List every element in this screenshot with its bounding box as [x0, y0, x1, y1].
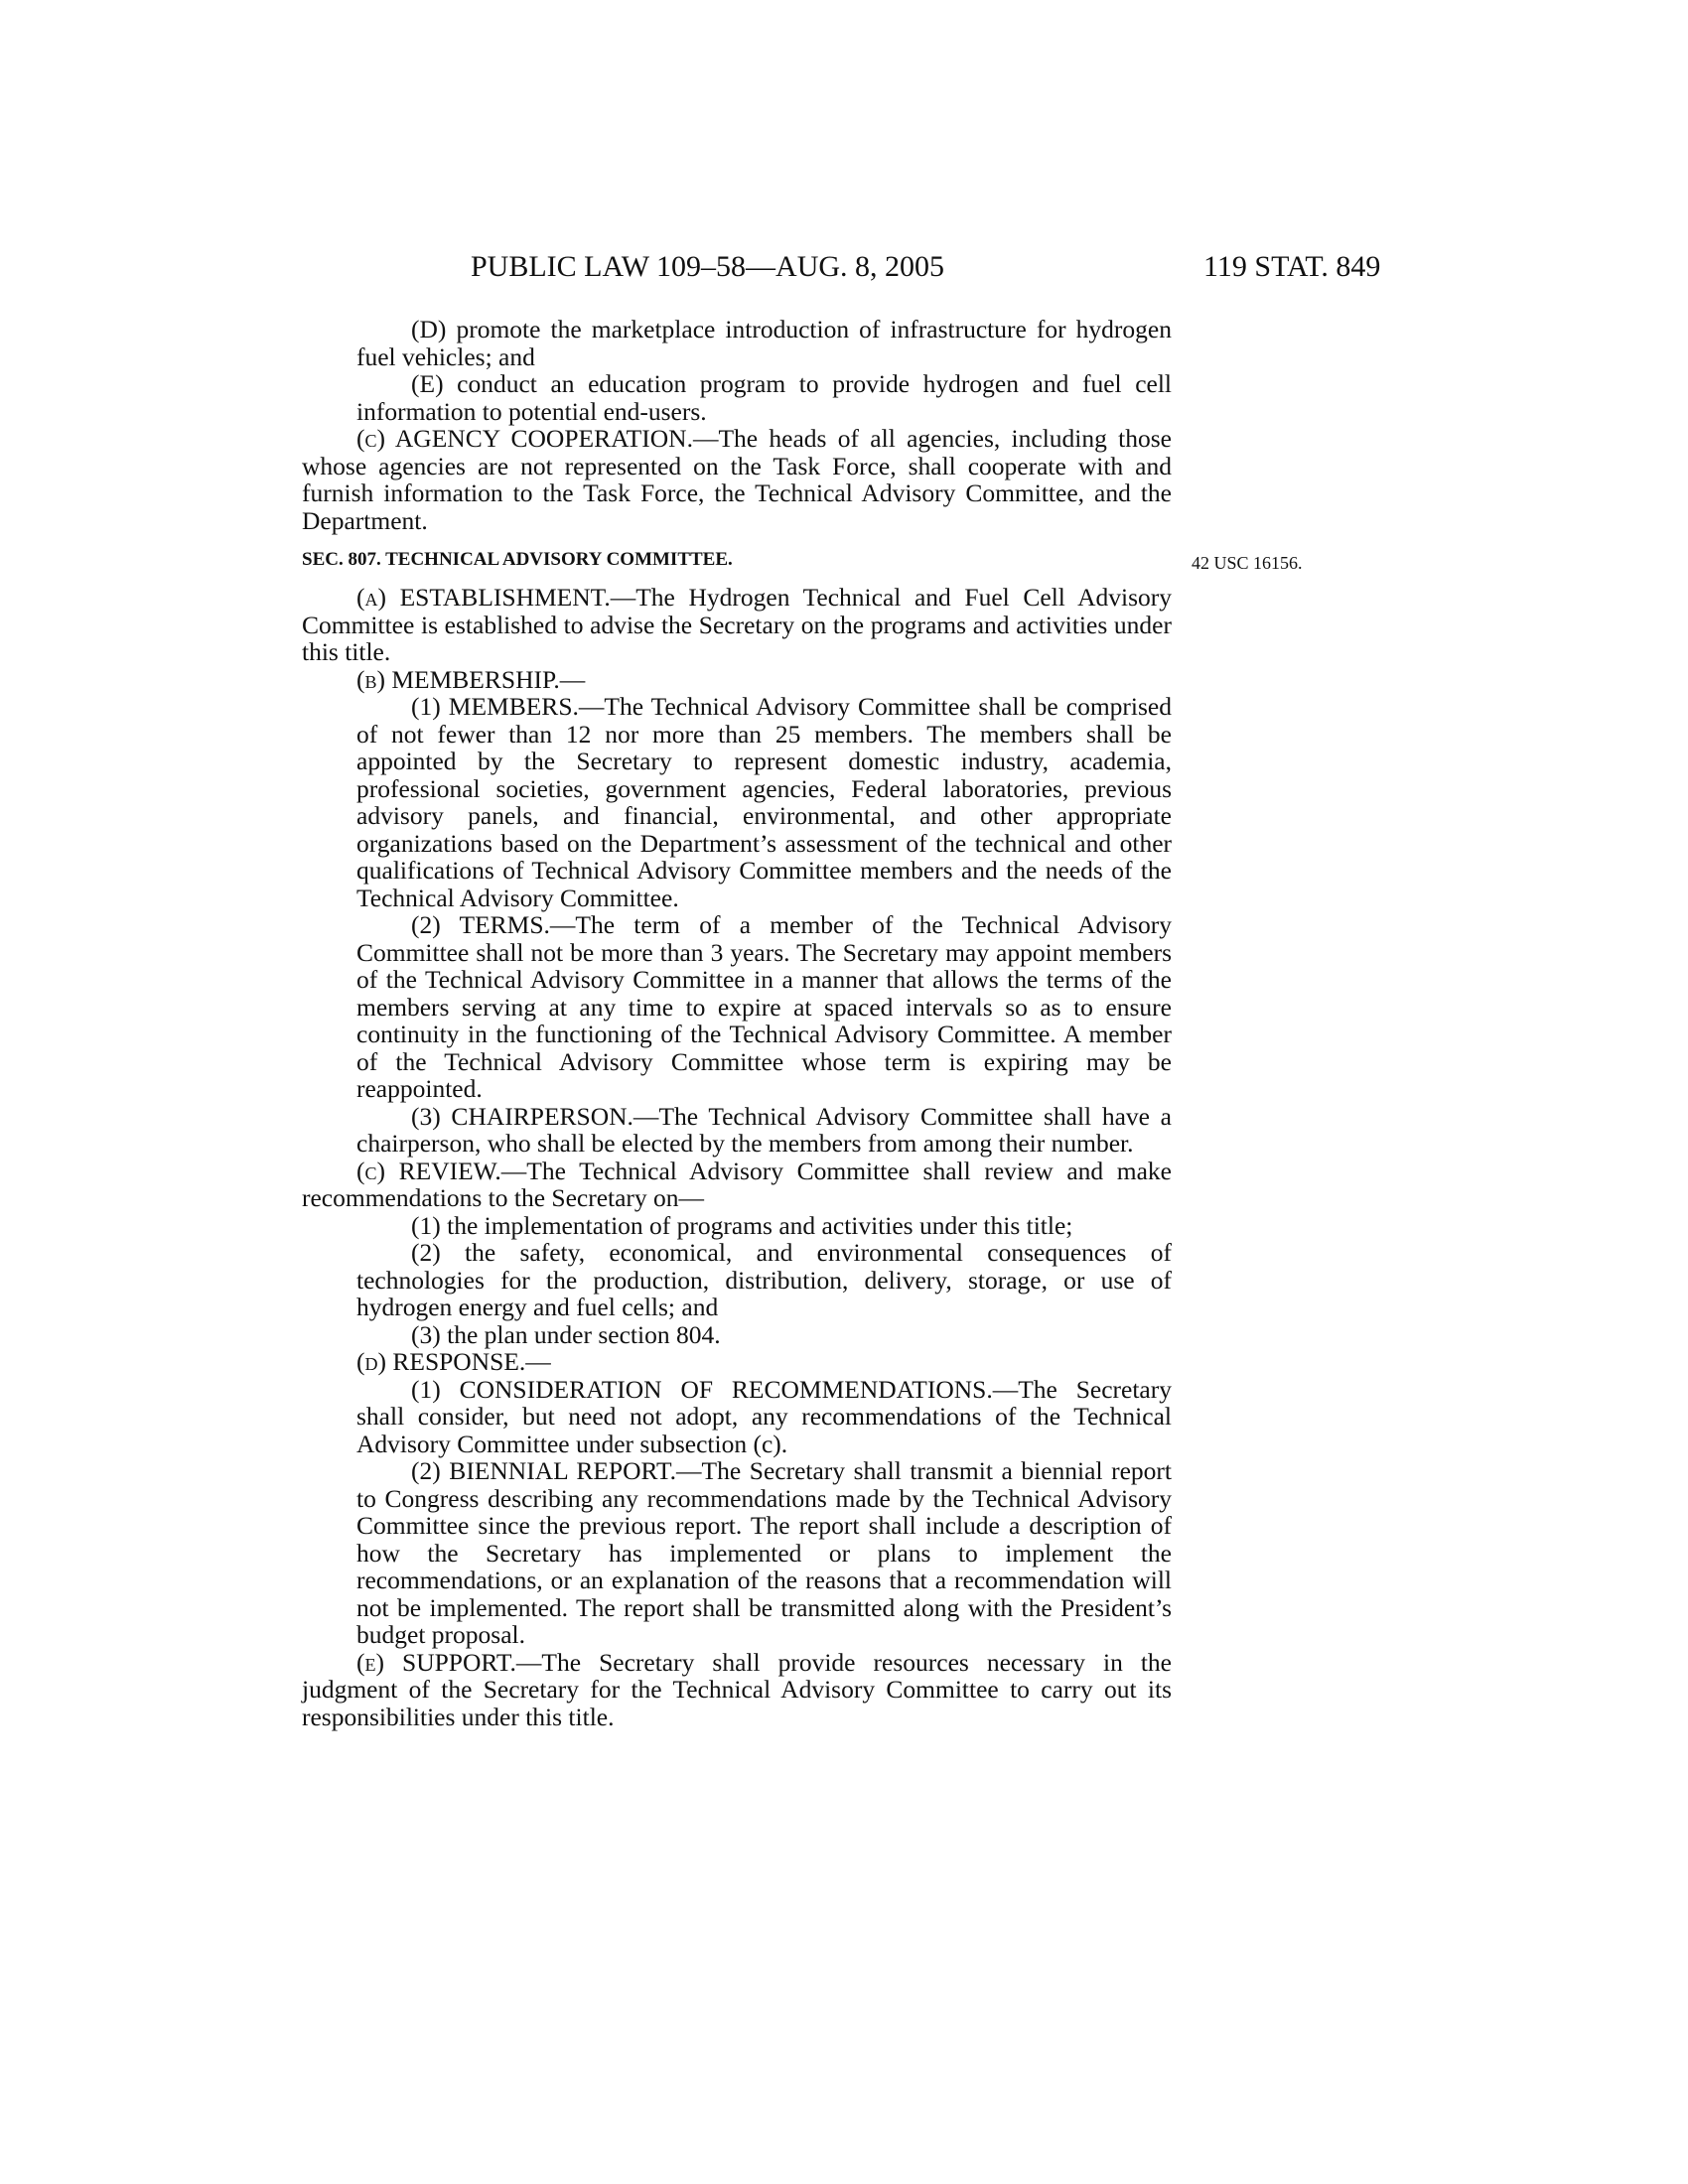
paragraph-text: The term of a member of the Technical Advisory Committee shall not be more than 3 years. The Secretary may appoint members of the Technical Advisory Committee in a manner that allows the terms of the members serving at any time to expire at spaced intervals so as to ensure continuity in the functioning of the Technical Advisory Committee. A member of the Technical Advisory Committee whose term is expiring may be reappointed.	[356, 910, 1172, 1103]
paragraph-terms	[302, 911, 1172, 1103]
paragraph-heading: (a) ESTABLISHMENT.—	[356, 583, 636, 612]
paragraph-heading: (2) BIENNIAL REPORT.—	[411, 1456, 702, 1485]
paragraph-heading: (3) CHAIRPERSON.—	[411, 1101, 659, 1131]
paragraph-text: The Secretary shall provide resources necessary in the judgment of the Secretary for the Technical Advisory Committee to carry out its responsibilities under this title.	[302, 1647, 1172, 1731]
section-807-body	[302, 584, 1172, 1730]
paragraph-heading: (e) SUPPORT.—	[356, 1647, 542, 1677]
paragraph-text: (2) the safety, economical, and environmental consequences of technologies for the production, distribution, delivery, storage, or use of hydrogen energy and fuel cells; and	[356, 1238, 1172, 1321]
running-head-title: PUBLIC LAW 109–58—AUG. 8, 2005	[471, 250, 945, 283]
paragraph-text: (3) the plan under section 804.	[411, 1319, 721, 1349]
paragraph-text: The Technical Advisory Committee shall be comprised of not fewer than 12 nor more than 25 members. The members shall be appointed by the Secretary to represent domestic industry, academia, professional societies, government agencies, Federal laboratories, previous advisory panels, and financial, environmental, and other appropriate organizations based on the Department’s assessment of the technical and other qualifications of Technical Advisory Committee members and the needs of the Technical Advisory Committee.	[356, 692, 1173, 912]
paragraph-heading: (1) MEMBERS.—	[411, 692, 605, 721]
paragraph-review-1	[302, 1212, 1172, 1240]
paragraph-text: The Hydrogen Technical and Fuel Cell Advisory Committee is established to advise the Secretary on the programs and activities under this title.	[302, 583, 1172, 666]
paragraph-biennial-report	[302, 1457, 1172, 1649]
paragraph-heading: (d) RESPONSE.—	[356, 1347, 551, 1376]
paragraph-heading: (b) MEMBERSHIP.—	[356, 664, 586, 694]
paragraph-heading: (c) AGENCY COOPERATION.—	[356, 424, 719, 453]
paragraph-text: The Technical Advisory Committee shall have a chairperson, who shall be elected by the members from among their number.	[356, 1101, 1172, 1158]
paragraph-text: The Technical Advisory Committee shall review and make recommendations to the Secretary on—	[302, 1156, 1172, 1212]
paragraph-membership	[302, 666, 1172, 694]
paragraph-text: The Secretary shall consider, but need not adopt, any recommendations of the Technical Advisory Committee under subsection (c).	[356, 1374, 1172, 1458]
page-header	[0, 250, 1688, 290]
paragraph-heading: (c) REVIEW.—	[356, 1156, 527, 1185]
paragraph-heading: (2) TERMS.—	[411, 910, 576, 939]
statute-page-number: 119 STAT. 849	[1203, 250, 1381, 283]
paragraph-review	[302, 1158, 1172, 1212]
paragraph-heading: (1) CONSIDERATION OF RECOMMENDATIONS.—	[411, 1374, 1019, 1404]
document-body	[302, 316, 1172, 1730]
paragraph-agency-cooperation	[302, 425, 1172, 534]
paragraph-text: (E) conduct an education program to provide hydrogen and fuel cell information to potential end-users.	[356, 369, 1172, 426]
paragraph-text: The Secretary shall transmit a biennial report to Congress describing any recommendations made by the Technical Advisory Committee since the previous report. The report shall include a description of how the Secretary has implemented or plans to implement the recommendations, or an explanation of the reasons that a recommendation will not be implemented. The report shall be transmitted along with the President’s budget proposal.	[356, 1456, 1172, 1649]
paragraph-review-3	[302, 1321, 1172, 1349]
section-heading: SEC. 807. TECHNICAL ADVISORY COMMITTEE.	[302, 549, 733, 570]
paragraph-d	[302, 316, 1172, 370]
paragraph-text: The heads of all agencies, including those whose agencies are not represented on the Task Force, shall cooperate with and furnish information to the Task Force, the Technical Advisory Committee, and the Department.	[302, 424, 1172, 535]
usc-margin-citation: 42 USC 16156.	[1192, 553, 1303, 573]
paragraph-response	[302, 1348, 1172, 1376]
paragraph-consideration	[302, 1376, 1172, 1458]
paragraph-text: (1) the implementation of programs and activities under this title;	[411, 1210, 1073, 1240]
paragraph-review-2	[302, 1239, 1172, 1321]
paragraph-members	[302, 693, 1172, 911]
paragraph-e	[302, 370, 1172, 425]
paragraph-text: (D) promote the marketplace introduction of infrastructure for hydrogen fuel vehicles; and	[356, 315, 1172, 371]
paragraph-support	[302, 1649, 1172, 1731]
paragraph-establishment	[302, 584, 1172, 666]
paragraph-chairperson	[302, 1103, 1172, 1158]
continued-paragraphs	[302, 316, 1172, 534]
